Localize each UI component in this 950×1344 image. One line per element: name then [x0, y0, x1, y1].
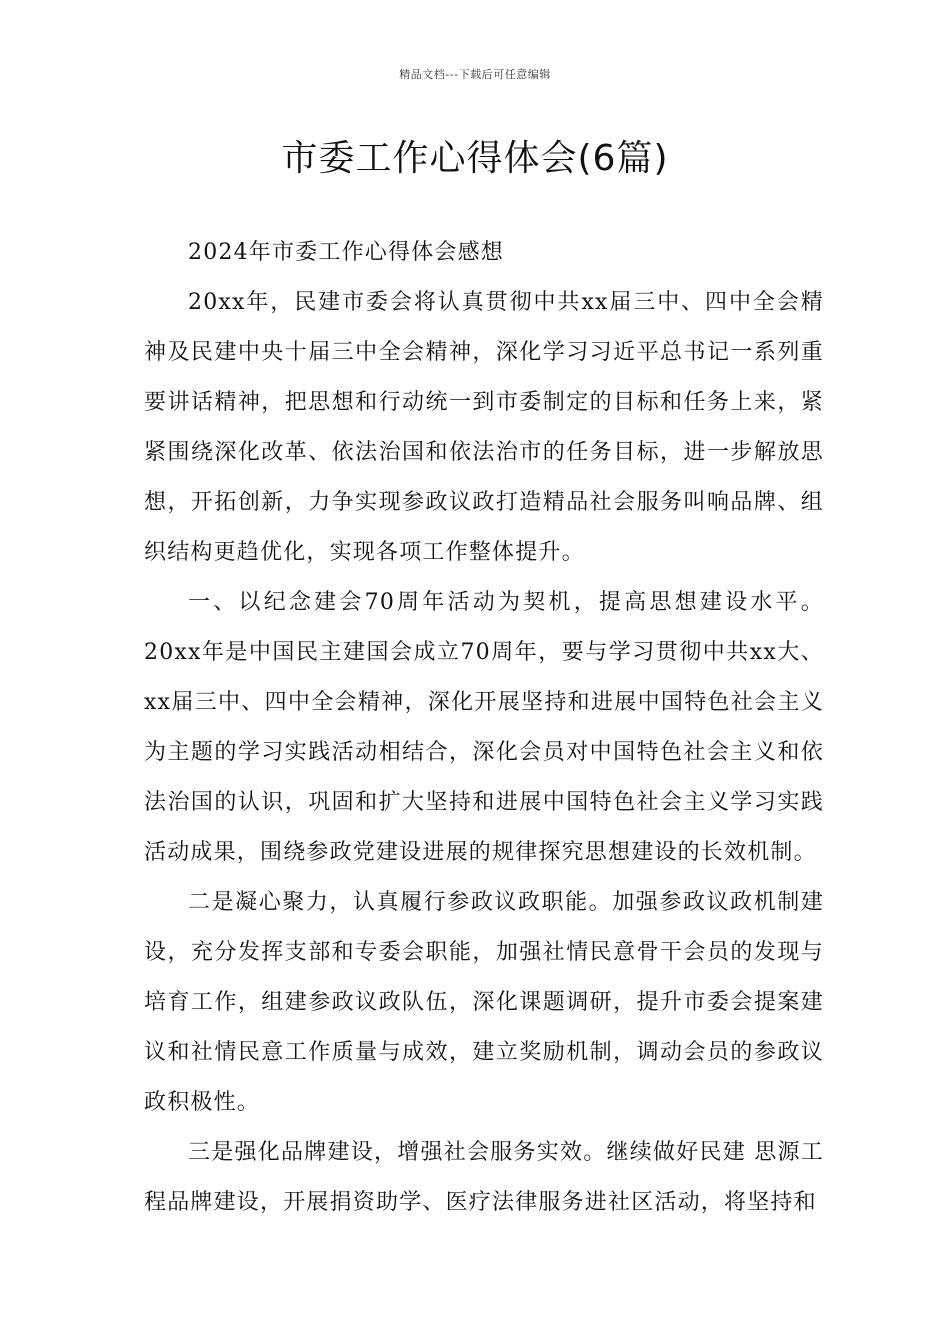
document-body — [144, 228, 824, 1228]
paragraph-point-2: 二是凝心聚力，认真履行参政议政职能。加强参政议政机制建设，充分发挥支部和专委会职能，加强社情民意骨干会员的发现与培育工作，组建参政议政队伍，深化课题调研，提升市委会提案建议和社情民意工作质量与成效，建立奖励机制，调动会员的参政议政积极性。 — [144, 890, 824, 1115]
paragraph-intro: 20xx年，民建市委会将认真贯彻中共xx届三中、四中全会精神及民建中央十届三中全会精神，深化学习习近平总书记一系列重要讲话精神，把思想和行动统一到市委制定的目标和任务上来，紧紧围绕深化改革、依法治国和依法治市的任务目标，进一步解放思想，开拓创新，力争实现参政议政打造精品社会服务叫响品牌、组织结构更趋优化，实现各项工作整体提升。 — [144, 290, 824, 565]
document-title: 市委工作心得体会(6篇) — [281, 138, 669, 179]
paragraph-point-3: 三是强化品牌建设，增强社会服务实效。继续做好民建 思源工程品牌建设，开展捐资助学、医疗法律服务进社区活动，将坚持和 — [144, 1140, 824, 1215]
paragraph-point-1: 一、以纪念建会70周年活动为契机，提高思想建设水平。20xx年是中国民主建国会成立70周年，要与学习贯彻中共xx大、xx届三中、四中全会精神，深化开展坚持和进展中国特色社会主义为主题的学习实践活动相结合，深化会员对中国特色社会主义和依法治国的认识，巩固和扩大坚持和进展中国特色社会主义学习实践活动成果，围绕参政党建设进展的规律探究思想建设的长效机制。 — [144, 590, 824, 865]
header-note: 精品文档---下载后可任意编辑 — [399, 68, 551, 81]
section-heading: 2024年市委工作心得体会感想 — [188, 240, 504, 265]
